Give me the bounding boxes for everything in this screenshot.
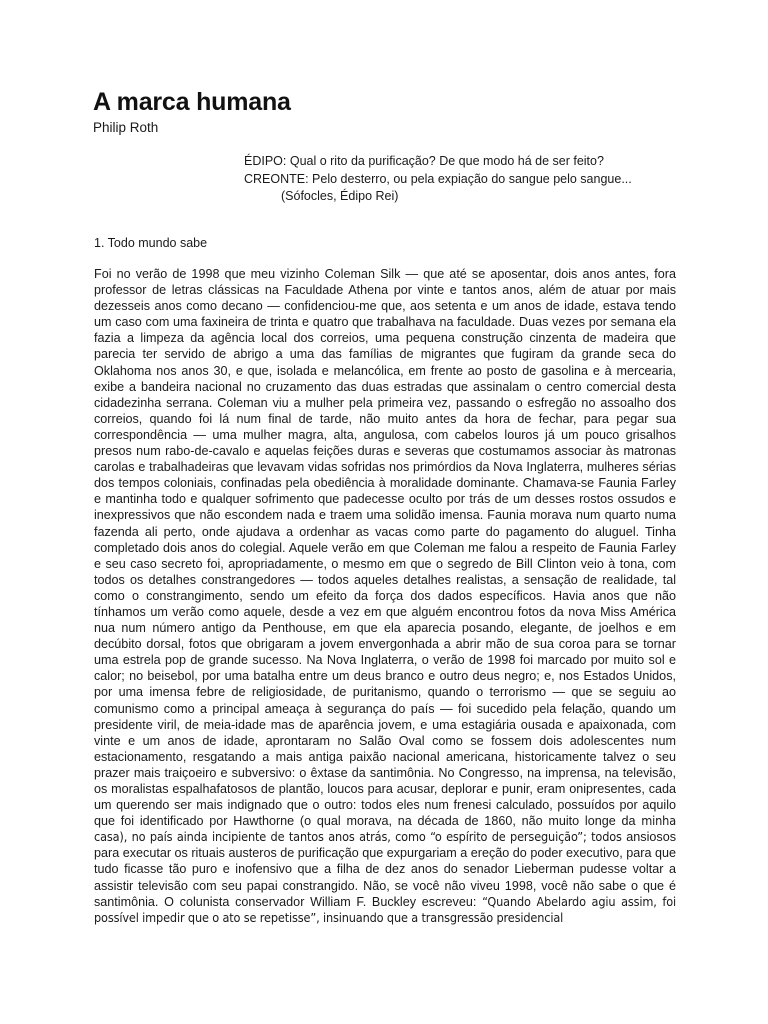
- chapter-heading: 1. Todo mundo sabe: [94, 236, 208, 250]
- buckley-quote: “Quando Abelardo agiu assim, foi possível impedir que o ato se repetisse”, insinuando que a transgressão presidencial: [94, 893, 676, 925]
- paragraph-text: Foi no verão de 1998 que meu vizinho Coleman Silk — que até se aposentar, dois anos antes, fora professor de letras clássicas na Faculdade Athena por vinte e tantos anos, além de atuar por mais dezesseis anos como decano — confidenciou-me que, aos setenta e um anos de idade, estava tendo um caso com uma faxineira de trinta e quatro que trabalhava na faculdade. Duas vezes por semana ela fazia a limpeza da agência local dos correios, uma pequena construção cinzenta de madeira que parecia ter servido de abrigo a uma das famílias de migrantes que fugiram da grande seca do Oklahoma nos anos 30, e que, isolada e melancólica, em frente ao posto de gasolina e à mercearia, exibe a bandeira nacional no cruzamento das duas estradas que assinalam o centro comercial desta cidadezinha serrana. Coleman viu a mulher pela primeira vez, passando o esfregão no assoalho dos correios, quando foi lá num final de tarde, não muito antes da hora de fechar, para pegar sua correspondência — uma mulher magra, alta, angulosa, com cabelos louros já um pouco grisalhos presos num rabo-de-cavalo e aquelas feições duras e severas que costumamos associar às matronas carolas e trabalhadeiras que levavam vidas sofridas nos primórdios da Nova Inglaterra, mulheres sérias dos tempos coloniais, confinadas pela obediência à moralidade dominante. Chamava-se Faunia Farley e mantinha todo e qualquer sofrimento que padecesse oculto por trás de um desses rostos ossudos e inexpressivos que não escondem nada e traem uma solidão imensa. Faunia morava num quarto numa fazenda ali perto, onde ajudava a ordenhar as vacas como parte do pagamento do aluguel. Tinha completado dois anos do colegial. Aquele verão em que Coleman me falou a respeito de Faunia Farley e seu caso secreto foi, apropriadamente, o mesmo em que o segredo de Bill Clinton veio à tona, com todos os detalhes constrangedores — todos aqueles detalhes realistas, a sensação de realidade, tal como o constrangimento, sendo um efeito da força dos dados específicos. Havia anos que não tínhamos um verão como aquele, desde a vez em que alguém encontrou fotos da nova Miss América nua num número antigo da Penthouse, em que ela aparecia posando, elegante, de joelhos e em decúbito dorsal, fotos que obrigaram a jovem envergonhada a abrir mão de sua coroa para se tornar uma estrela pop de grande sucesso. Na Nova Inglaterra, o verão de 1998 foi marcado por muito sol e calor; no beisebol, por uma batalha entre um deus branco e outro deus negro; e, nos Estados Unidos, por uma imensa febre de religiosidade, de puritanismo, quando o terrorismo — que se seguiu ao comunismo como a principal ameaça à segurança do país — foi sucedido pela felação, quando um presidente viril, de meia-idade mas de aparência jovem, e uma estagiária ousada e apaixonada, com vinte e um anos de idade, aprontaram no Salão Oval como se fossem dois adolescentes num estacionamento, resgatando a mais antiga paixão nacional americana, historicamente talvez o seu prazer mais traiçoeiro e subversivo: o êxtase da santimônia. No Congresso, na imprensa, na televisão, os moralistas espalhafatosos de plantão, loucos para acusar, deplorar e punir, eram onipresentes, cada um querendo ser mais indignado que o outro: todos eles num frenesi calculado, possuídos por aquilo que foi identificado por Hawthorne (o qual morava, na década de 1860, não muito longe da: [94, 267, 676, 829]
- document-title: A marca humana: [93, 88, 291, 116]
- epigraph-line-oedipus: ÉDIPO: Qual o rito da purificação? De que modo há de ser feito?: [244, 154, 604, 168]
- author-name: Philip Roth: [93, 120, 159, 135]
- epigraph: [244, 153, 632, 206]
- body-paragraph: [94, 266, 676, 926]
- paragraph-text-condensed: minha casa), no país ainda incipiente de tantos anos atrás, como “o espírito de perseguição”; todos: [94, 813, 677, 845]
- epigraph-citation: (Sófocles, Édipo Rei): [281, 189, 399, 203]
- paragraph-text: ansiosos para executar os rituais austeros de purificação que expurgariam a ereção do poder executivo, para que tudo ficasse tão puro e inofensivo que a filha de dez anos do senador Lieberman pudesse voltar a assistir televisão com seu papai constrangido. Não, se você não viveu 1998, você não sabe o que é santimônia. O colunista conservador William F. Buckley escreveu:: [94, 830, 677, 909]
- epigraph-line-creon: CREONTE: Pelo desterro, ou pela expiação do sangue pelo sangue...: [244, 171, 632, 186]
